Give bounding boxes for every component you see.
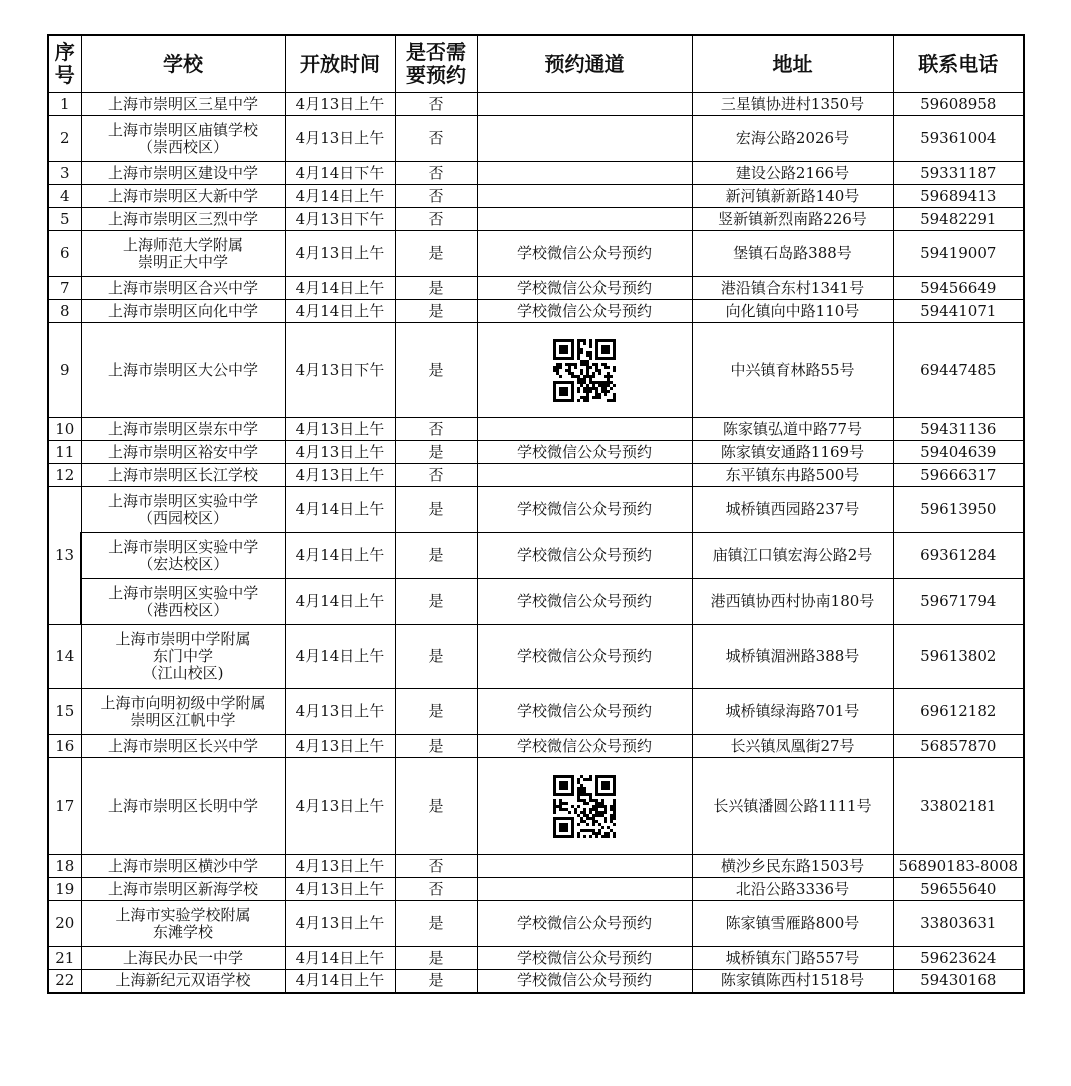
- row-need-booking: 否: [395, 185, 477, 208]
- table-row: [48, 533, 1024, 579]
- header-row: [48, 35, 1024, 93]
- row-no: 19: [48, 878, 81, 901]
- row-school: [81, 93, 285, 116]
- table-row: [48, 579, 1024, 625]
- qr-code-icon: [553, 775, 616, 838]
- row-open-time: 4月14日上午: [285, 185, 395, 208]
- school-name-line: （江山校区): [142, 664, 224, 682]
- school-name-line: 东门中学: [152, 647, 213, 665]
- row-school: [81, 418, 285, 441]
- row-address: 三星镇协进村1350号: [692, 93, 893, 116]
- row-channel: [477, 93, 692, 116]
- row-phone: 59430168: [893, 970, 1024, 993]
- row-school: [81, 162, 285, 185]
- row-need-booking: 否: [395, 878, 477, 901]
- header-no: [48, 35, 81, 93]
- row-phone: 59689413: [893, 185, 1024, 208]
- table-row: [48, 464, 1024, 487]
- header-school: 学校: [81, 35, 285, 93]
- school-name: 上海市崇明区庙镇学校: [107, 120, 258, 139]
- school-name: 上海市崇明区实验中学: [108, 537, 259, 556]
- header-no-line1: 序: [54, 40, 75, 64]
- row-phone: 33803631: [893, 901, 1024, 947]
- row-no: 18: [48, 855, 81, 878]
- school-name: 上海市崇明区三烈中学: [107, 209, 258, 228]
- row-open-time: 4月14日上午: [285, 300, 395, 323]
- header-no-line2: 号: [54, 63, 75, 87]
- row-school: [81, 487, 285, 533]
- school-name: 上海市实验学校附属: [115, 905, 251, 924]
- header-channel: 预约通道: [477, 35, 692, 93]
- table-row: [48, 855, 1024, 878]
- school-name: 上海新纪元双语学校: [115, 971, 251, 990]
- qr-code-icon: [553, 339, 616, 402]
- row-need-booking: 是: [395, 901, 477, 947]
- row-need-booking: 是: [395, 533, 477, 579]
- row-need-booking: 是: [395, 689, 477, 735]
- row-need-booking: 是: [395, 758, 477, 855]
- row-school: [81, 277, 285, 300]
- row-open-time: 4月13日下午: [285, 323, 395, 418]
- school-name: 上海市崇明区崇东中学: [107, 419, 258, 438]
- row-open-time: 4月13日上午: [285, 878, 395, 901]
- row-address: 东平镇东冉路500号: [692, 464, 893, 487]
- row-need-booking: 否: [395, 208, 477, 231]
- row-address: 陈家镇雪雁路800号: [692, 901, 893, 947]
- school-name: 上海市崇明区长兴中学: [107, 736, 258, 755]
- row-channel: [477, 208, 692, 231]
- row-address: 向化镇向中路110号: [692, 300, 893, 323]
- school-name-line: （崇西校区）: [137, 137, 228, 156]
- row-phone: 59655640: [893, 878, 1024, 901]
- row-no: 22: [48, 970, 81, 993]
- row-need-booking: 是: [395, 579, 477, 625]
- row-open-time: 4月13日下午: [285, 208, 395, 231]
- row-channel: 学校微信公众号预约: [477, 579, 692, 625]
- row-need-booking: 否: [395, 93, 477, 116]
- row-no: 16: [48, 735, 81, 758]
- row-no: 9: [48, 323, 81, 418]
- school-name: 上海市崇明区横沙中学: [107, 856, 258, 875]
- row-no: 11: [48, 441, 81, 464]
- row-no: 17: [48, 758, 81, 855]
- school-name: 上海市崇明区向化中学: [107, 301, 258, 320]
- row-open-time: 4月14日上午: [285, 579, 395, 625]
- table-row: [48, 231, 1024, 277]
- row-open-time: 4月14日上午: [285, 625, 395, 689]
- row-address: 陈家镇陈西村1518号: [692, 970, 893, 993]
- table-row: [48, 735, 1024, 758]
- table-row: [48, 625, 1024, 689]
- row-channel: 学校微信公众号预约: [477, 625, 692, 689]
- row-no: 10: [48, 418, 81, 441]
- row-channel: 学校微信公众号预约: [477, 970, 692, 993]
- row-open-time: 4月14日上午: [285, 970, 395, 993]
- row-no: 21: [48, 947, 81, 970]
- row-phone: 59666317: [893, 464, 1024, 487]
- table-row: [48, 300, 1024, 323]
- table-row: [48, 947, 1024, 970]
- row-phone: 59613950: [893, 487, 1024, 533]
- row-address: 陈家镇弘道中路77号: [692, 418, 893, 441]
- header-need-line2: 要预约: [406, 63, 466, 87]
- school-name: 上海市崇明区实验中学: [107, 491, 258, 510]
- row-need-booking: 是: [395, 970, 477, 993]
- row-address: 港沿镇合东村1341号: [692, 277, 893, 300]
- row-open-time: 4月13日上午: [285, 689, 395, 735]
- row-address: 堡镇石岛路388号: [692, 231, 893, 277]
- school-name: 上海市崇明区大新中学: [107, 186, 258, 205]
- row-school: [81, 441, 285, 464]
- row-no: 5: [48, 208, 81, 231]
- row-no: 6: [48, 231, 81, 277]
- row-no: 14: [48, 625, 81, 689]
- row-school: [81, 185, 285, 208]
- row-open-time: 4月13日上午: [285, 418, 395, 441]
- row-no: 1: [48, 93, 81, 116]
- row-phone: 33802181: [893, 758, 1024, 855]
- row-open-time: 4月13日上午: [285, 93, 395, 116]
- row-school: [81, 323, 285, 418]
- table-row: [48, 208, 1024, 231]
- row-open-time: 4月14日上午: [285, 487, 395, 533]
- row-need-booking: 否: [395, 418, 477, 441]
- row-no: 2: [48, 116, 81, 162]
- row-need-booking: 是: [395, 947, 477, 970]
- row-phone: 59419007: [893, 231, 1024, 277]
- row-channel: [477, 418, 692, 441]
- row-school: [81, 855, 285, 878]
- row-phone: 56890183-8008: [893, 855, 1024, 878]
- row-address: 横沙乡民东路1503号: [692, 855, 893, 878]
- school-name: 上海市向明初级中学附属: [100, 693, 266, 712]
- school-name-line: （宏达校区）: [138, 554, 229, 573]
- row-channel: [477, 855, 692, 878]
- row-channel: 学校微信公众号预约: [477, 947, 692, 970]
- row-address: 城桥镇西园路237号: [692, 487, 893, 533]
- row-need-booking: 否: [395, 162, 477, 185]
- school-name: 上海市崇明区新海学校: [107, 879, 258, 898]
- row-phone: 59623624: [893, 947, 1024, 970]
- row-channel: 学校微信公众号预约: [477, 689, 692, 735]
- row-phone: 69361284: [893, 533, 1024, 579]
- row-address: 城桥镇东门路557号: [692, 947, 893, 970]
- row-need-booking: 是: [395, 487, 477, 533]
- row-need-booking: 是: [395, 735, 477, 758]
- table-row: [48, 162, 1024, 185]
- row-no: 4: [48, 185, 81, 208]
- school-name-line: 东滩学校: [152, 922, 213, 941]
- row-channel: [477, 464, 692, 487]
- row-channel: 学校微信公众号预约: [477, 487, 692, 533]
- row-need-booking: 是: [395, 441, 477, 464]
- row-school: [81, 970, 285, 993]
- row-phone: 59671794: [893, 579, 1024, 625]
- row-phone: 59441071: [893, 300, 1024, 323]
- school-name-line: （港西校区）: [138, 600, 229, 619]
- header-phone: 联系电话: [893, 35, 1024, 93]
- row-channel: 学校微信公众号预约: [477, 300, 692, 323]
- row-open-time: 4月13日上午: [285, 901, 395, 947]
- school-name-line: 崇明正大中学: [137, 252, 228, 271]
- row-no: 3: [48, 162, 81, 185]
- table-row: [48, 418, 1024, 441]
- row-phone: 56857870: [893, 735, 1024, 758]
- row-no: 8: [48, 300, 81, 323]
- row-school: [81, 901, 285, 947]
- row-need-booking: 是: [395, 323, 477, 418]
- row-open-time: 4月13日上午: [285, 855, 395, 878]
- row-channel: [477, 758, 692, 855]
- row-channel: 学校微信公众号预约: [477, 231, 692, 277]
- row-address: 陈家镇安通路1169号: [692, 441, 893, 464]
- row-channel: [477, 878, 692, 901]
- table-row: [48, 323, 1024, 418]
- row-channel: [477, 116, 692, 162]
- row-no: 12: [48, 464, 81, 487]
- row-school: [81, 758, 285, 855]
- row-channel: [477, 162, 692, 185]
- table-row: [48, 758, 1024, 855]
- row-phone: 59404639: [893, 441, 1024, 464]
- row-open-time: 4月14日上午: [285, 533, 395, 579]
- row-school: [81, 947, 285, 970]
- table-row: [48, 116, 1024, 162]
- row-no: 15: [48, 689, 81, 735]
- row-school: [81, 300, 285, 323]
- school-name: 上海师范大学附属: [122, 235, 243, 254]
- row-phone: 59361004: [893, 116, 1024, 162]
- school-name: 上海市崇明区长江学校: [107, 465, 258, 484]
- row-need-booking: 否: [395, 116, 477, 162]
- table-row: [48, 689, 1024, 735]
- school-name: 上海市崇明区建设中学: [107, 163, 258, 182]
- row-open-time: 4月13日上午: [285, 464, 395, 487]
- school-name-line: （西园校区）: [137, 508, 228, 527]
- row-address: 北沿公路3336号: [692, 878, 893, 901]
- header-address: 地址: [692, 35, 893, 93]
- row-no: 7: [48, 277, 81, 300]
- row-phone: 59482291: [893, 208, 1024, 231]
- row-phone: 59456649: [893, 277, 1024, 300]
- school-name: 上海市崇明区裕安中学: [107, 442, 258, 461]
- row-open-time: 4月13日上午: [285, 116, 395, 162]
- row-need-booking: 是: [395, 277, 477, 300]
- row-open-time: 4月13日上午: [285, 758, 395, 855]
- row-school: [81, 231, 285, 277]
- row-address: 港西镇协西村协南180号: [692, 579, 893, 625]
- school-name: 上海市崇明区实验中学: [108, 583, 259, 602]
- school-name: 上海市崇明区大公中学: [107, 360, 258, 379]
- table-row: [48, 185, 1024, 208]
- header-need-line1: 是否需: [406, 40, 466, 64]
- row-channel: 学校微信公众号预约: [477, 441, 692, 464]
- row-channel: 学校微信公众号预约: [477, 735, 692, 758]
- row-phone: 59608958: [893, 93, 1024, 116]
- school-name: 上海市崇明中学附属: [115, 630, 251, 648]
- row-channel: 学校微信公众号预约: [477, 901, 692, 947]
- row-school: [81, 625, 285, 689]
- row-open-time: 4月14日上午: [285, 277, 395, 300]
- row-school: [81, 116, 285, 162]
- row-phone: 59431136: [893, 418, 1024, 441]
- row-open-time: 4月13日上午: [285, 735, 395, 758]
- row-channel: [477, 185, 692, 208]
- row-address: 庙镇江口镇宏海公路2号: [692, 533, 893, 579]
- row-address: 宏海公路2026号: [692, 116, 893, 162]
- row-need-booking: 否: [395, 855, 477, 878]
- school-name: 上海市崇明区合兴中学: [107, 278, 258, 297]
- row-phone: 59613802: [893, 625, 1024, 689]
- school-name-line: 崇明区江帆中学: [130, 710, 236, 729]
- table-row: [48, 487, 1024, 533]
- table-row: [48, 878, 1024, 901]
- table-row: [48, 93, 1024, 116]
- row-open-time: 4月13日上午: [285, 441, 395, 464]
- row-no: 13: [48, 487, 81, 625]
- row-need-booking: 是: [395, 625, 477, 689]
- row-open-time: 4月14日下午: [285, 162, 395, 185]
- row-need-booking: 是: [395, 231, 477, 277]
- row-school: [81, 689, 285, 735]
- row-no: 20: [48, 901, 81, 947]
- table-row: [48, 441, 1024, 464]
- row-address: 中兴镇育林路55号: [692, 323, 893, 418]
- row-school: [81, 735, 285, 758]
- school-name: 上海市崇明区长明中学: [107, 796, 258, 815]
- school-name: 上海市崇明区三星中学: [107, 94, 258, 113]
- row-open-time: 4月13日上午: [285, 231, 395, 277]
- row-address: 长兴镇潘圆公路1111号: [692, 758, 893, 855]
- row-address: 城桥镇湄洲路388号: [692, 625, 893, 689]
- row-channel: 学校微信公众号预约: [477, 277, 692, 300]
- row-phone: 59331187: [893, 162, 1024, 185]
- row-school: [81, 208, 285, 231]
- table-row: [48, 901, 1024, 947]
- row-need-booking: 是: [395, 300, 477, 323]
- row-address: 长兴镇凤凰街27号: [692, 735, 893, 758]
- row-address: 新河镇新新路140号: [692, 185, 893, 208]
- row-school: [81, 533, 285, 579]
- row-phone: 69612182: [893, 689, 1024, 735]
- table-row: [48, 970, 1024, 993]
- row-address: 城桥镇绿海路701号: [692, 689, 893, 735]
- school-open-day-table: [47, 34, 1025, 994]
- row-address: 竖新镇新烈南路226号: [692, 208, 893, 231]
- row-school: [81, 878, 285, 901]
- table-row: [48, 277, 1024, 300]
- row-address: 建设公路2166号: [692, 162, 893, 185]
- row-phone: 69447485: [893, 323, 1024, 418]
- row-open-time: 4月14日上午: [285, 947, 395, 970]
- row-school: [81, 464, 285, 487]
- row-channel: [477, 323, 692, 418]
- header-need-booking: [395, 35, 477, 93]
- row-school: [81, 579, 285, 625]
- header-open-time: 开放时间: [285, 35, 395, 93]
- row-need-booking: 否: [395, 464, 477, 487]
- school-name: 上海民办民一中学: [122, 948, 243, 967]
- row-channel: 学校微信公众号预约: [477, 533, 692, 579]
